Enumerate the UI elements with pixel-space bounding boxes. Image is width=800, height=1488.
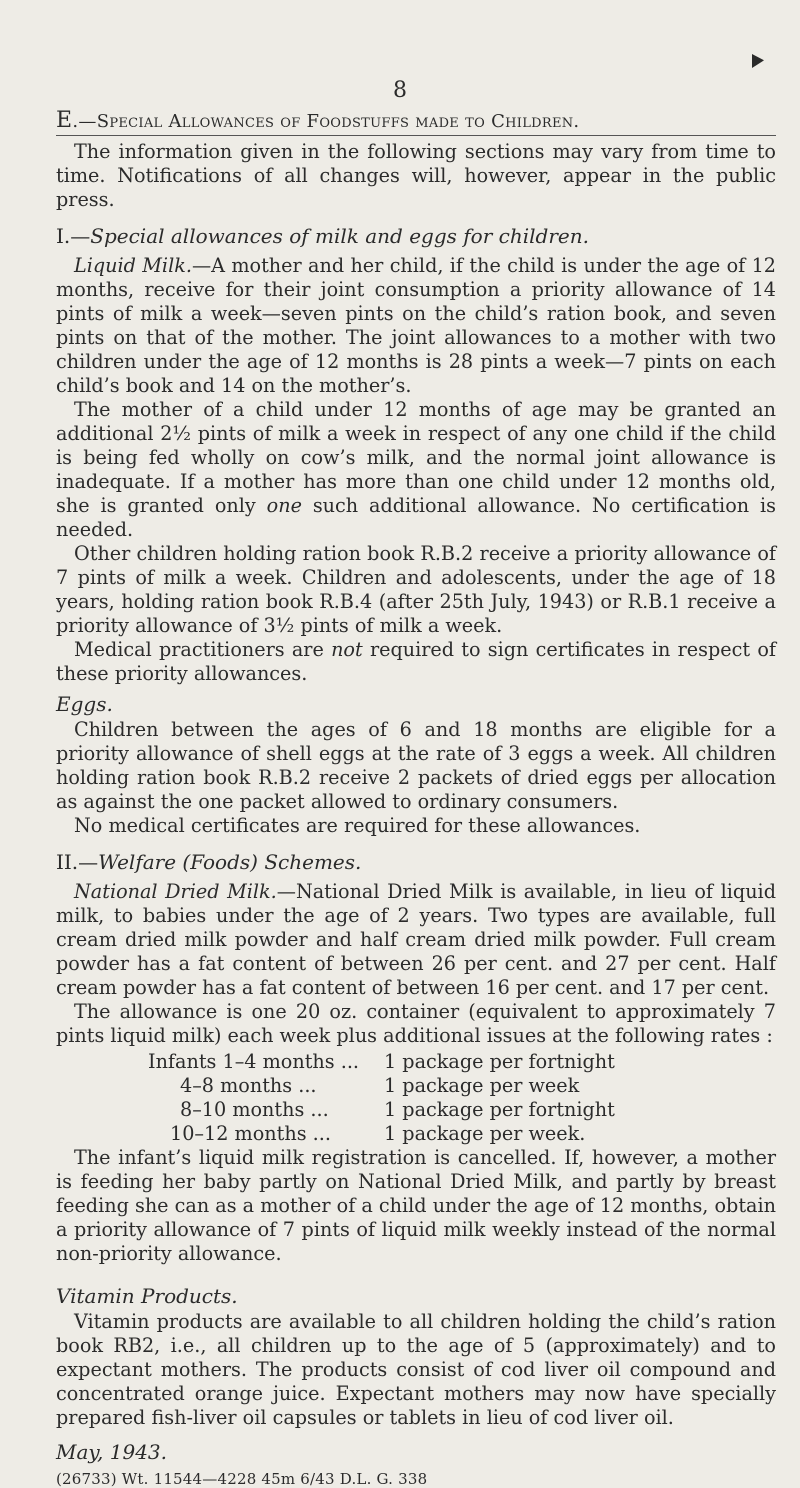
- section-2-title-paren: (Foods): [182, 850, 258, 874]
- intro-paragraph: The information given in the following sections may vary from time to time. Notifications of all changes will, however, appear in the public press.: [56, 140, 776, 211]
- ndm-text: —National Dried Milk is available, in lieu of liquid milk, to babies under the age of 2 years. Two types are available, full cream dried milk powder and half cream dried milk powder. Full cream powder has a fat content of between 26 per cent. and 27 per cent. Half cream powder has a fat content of between 16 per cent. and 17 per cent.: [56, 880, 776, 999]
- ndm-label: National Dried Milk.: [74, 880, 277, 903]
- p4-emphasis: not: [331, 638, 363, 661]
- printer-imprint: (26733) Wt. 11544—4228 45m 6/43 D.L. G. 338: [56, 1470, 428, 1488]
- corner-mark-icon: [752, 54, 764, 68]
- rate-allowance: 1 package per fortnight: [384, 1050, 615, 1073]
- rate-row: [148, 1050, 776, 1074]
- section-1-title: [56, 224, 776, 248]
- p2-emphasis: one: [266, 494, 302, 517]
- rate-row: [148, 1098, 776, 1122]
- section-1-num: I.—: [56, 224, 91, 248]
- p4-text-a: Medical practitioners are: [74, 638, 324, 661]
- issue-date: May, 1943.: [56, 1440, 168, 1464]
- vitamin-title: Vitamin Products.: [56, 1284, 238, 1308]
- heading-letter: E: [56, 108, 73, 133]
- eggs-title: Eggs.: [56, 692, 113, 716]
- rate-age: 4–8 months ...: [180, 1074, 317, 1097]
- section-2-title: [56, 850, 776, 874]
- section-1-title-text: Special allowances of milk and eggs for children.: [90, 224, 589, 248]
- section-2-num: II.—: [56, 850, 99, 874]
- rate-age: Infants 1–4 months ...: [148, 1050, 360, 1073]
- p4-text-b: required to sign certificates in respect of these priority allowances.: [56, 638, 776, 685]
- section-2-title-b: Schemes.: [264, 850, 362, 874]
- vitamin-paragraph: Vitamin products are available to all children holding the child’s ration book RB2, i.e., all children up to the age of 5 (approximately) and to expectant mothers. The products consist of cod liver oil compound and concentrated orange juice. Expectant mothers may now have specially prepared fish-liver oil capsules or tablets in lieu of cod liver oil.: [56, 1310, 776, 1429]
- registration-paragraph: The infant’s liquid milk registration is cancelled. If, however, a mother is feeding her baby partly on National Dried Milk, and partly by breast feeding she can as a mother of a child under the age of 12 months, obtain a priority allowance of 7 pints of liquid milk weekly instead of the normal non-priority allowance.: [56, 1146, 776, 1265]
- rate-allowance: 1 package per week.: [384, 1122, 586, 1145]
- rate-age: 10–12 months ...: [170, 1122, 331, 1145]
- rate-allowance: 1 package per fortnight: [384, 1098, 615, 1121]
- liquid-milk-text: —A mother and her child, if the child is under the age of 12 months, receive for their joint consumption a priority allowance of 14 pints of milk a week—seven pints on the child’s ration book, and seven pints on that of the mother. The joint allowances to a mother with two children under the age of 12 months is 28 pints a week—7 pints on each child’s book and 14 on the mother’s.: [56, 254, 776, 397]
- rate-row: [148, 1074, 776, 1098]
- rate-age: 8–10 months ...: [180, 1098, 329, 1121]
- section-2-title-a: Welfare: [98, 850, 177, 874]
- national-dried-milk-paragraph: [56, 880, 776, 1000]
- rates-table: [148, 1050, 776, 1146]
- p2-text-a: The mother of a child under 12 months of age may be granted an additional 2½ pints of milk a week in respect of any one child if the child is being fed wholly on cow’s milk, and the normal joint allowance is inadequate. If a mother has more than one child under 12 months old, she is granted only: [56, 398, 776, 517]
- liquid-milk-paragraph: [56, 254, 776, 398]
- other-children-paragraph: Other children holding ration book R.B.2 receive a priority allowance of 7 pints of milk a week. Children and adolescents, under the age of 18 years, holding ration book R.B.4 (after 25th July, 1943) or R.B.1 receive a priority allowance of 3½ pints of milk a week.: [56, 542, 776, 637]
- no-certificates-paragraph: No medical certificates are required for these allowances.: [74, 814, 641, 837]
- liquid-milk-label: Liquid Milk.: [74, 254, 192, 277]
- heading-text: .—Special Allowances of Foodstuffs made to Children.: [72, 111, 580, 132]
- rate-allowance: 1 package per week: [384, 1074, 580, 1097]
- section-heading: [56, 108, 776, 136]
- medical-practitioners-paragraph: [56, 638, 776, 686]
- eggs-paragraph: Children between the ages of 6 and 18 months are eligible for a priority allowance of shell eggs at the rate of 3 eggs a week. All children holding ration book R.B.2 receive 2 packets of dried eggs per allocation as against the one packet allowed to ordinary consumers.: [56, 718, 776, 813]
- allowance-paragraph: The allowance is one 20 oz. container (equivalent to approximately 7 pints liquid milk) each week plus additional issues at the following rates :: [56, 1000, 776, 1047]
- content: [56, 108, 776, 1488]
- p2-text-b: such additional allowance. No certification is needed.: [56, 494, 776, 541]
- additional-allowance-paragraph: [56, 398, 776, 542]
- page-number: 8: [393, 78, 407, 103]
- rate-row: [148, 1122, 776, 1146]
